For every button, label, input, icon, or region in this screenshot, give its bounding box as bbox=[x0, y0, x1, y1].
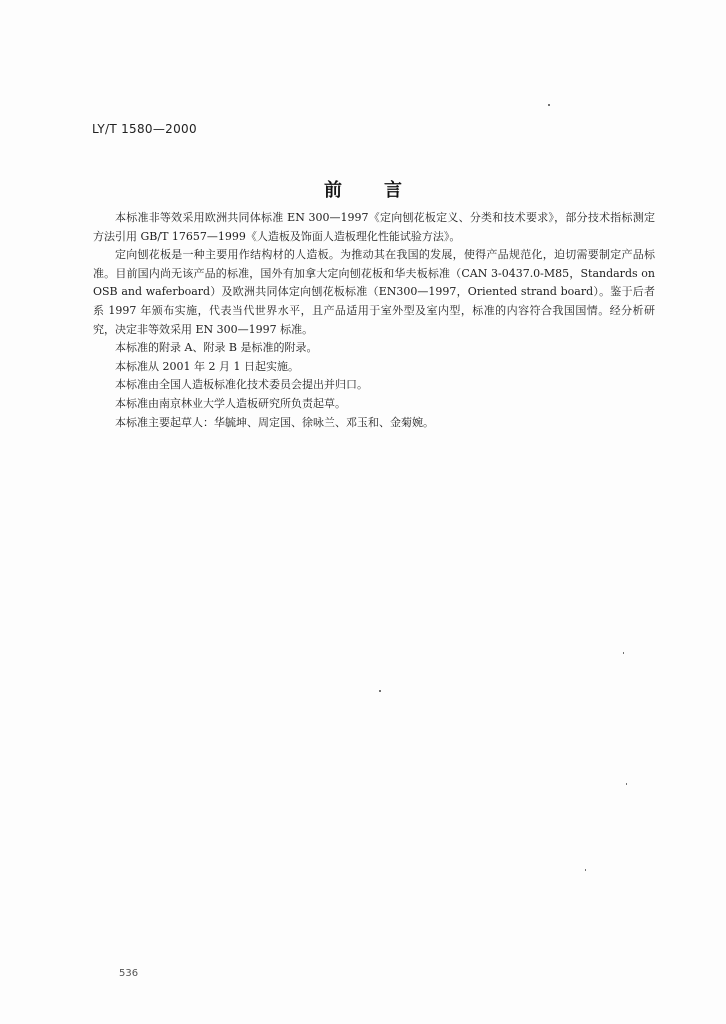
paragraph-appendix: 本标准的附录 A、附录 B 是标准的附录。 bbox=[115, 341, 318, 355]
paragraph-drafters: 本标准主要起草人：华毓坤、周定国、徐咏兰、邓玉和、金菊婉。 bbox=[115, 415, 434, 429]
scan-speck bbox=[379, 690, 381, 692]
page-title: 前言 bbox=[324, 180, 444, 201]
paragraph-effective-date: 本标准从 2001 年 2 月 1 日起实施。 bbox=[115, 359, 299, 373]
scan-speck bbox=[626, 783, 627, 785]
preface-body bbox=[93, 209, 655, 432]
scan-speck bbox=[585, 869, 586, 871]
paragraph-proposer: 本标准由全国人造板标准化技术委员会提出并归口。 bbox=[115, 378, 368, 392]
paragraph-drafting-unit: 本标准由南京林业大学人造板研究所负责起草。 bbox=[115, 396, 346, 410]
paragraph-background: 定向刨花板是一种主要用作结构材的人造板。为推动其在我国的发展，使得产品规范化，迫切需要制定产品标准。目前国内尚无该产品的标准，国外有加拿大定向刨花板和华夫板标准（CAN 3-0437.0-M85，Standards on OSB and waferboard）及欧洲共同体定向刨花板标准（EN300—1997，Oriented strand board）。鉴于后者系 1997 年颁布实施，代表当代世界水平，且产品适用于室外型及室内型，标准的内容符合我国国情。经分析研究，决定非等效采用 EN 300—1997 标准。 bbox=[93, 248, 655, 336]
scan-speck bbox=[548, 104, 550, 106]
page-number: 536 bbox=[119, 968, 139, 979]
scan-speck bbox=[623, 652, 624, 654]
standard-code: LY/T 1580—2000 bbox=[92, 122, 197, 136]
paragraph-adoption: 本标准非等效采用欧洲共同体标准 EN 300—1997《定向刨花板定义、分类和技术要求》，部分技术指标测定方法引用 GB/T 17657—1999《人造板及饰面人造板理化性能试验方法》。 bbox=[93, 211, 655, 243]
